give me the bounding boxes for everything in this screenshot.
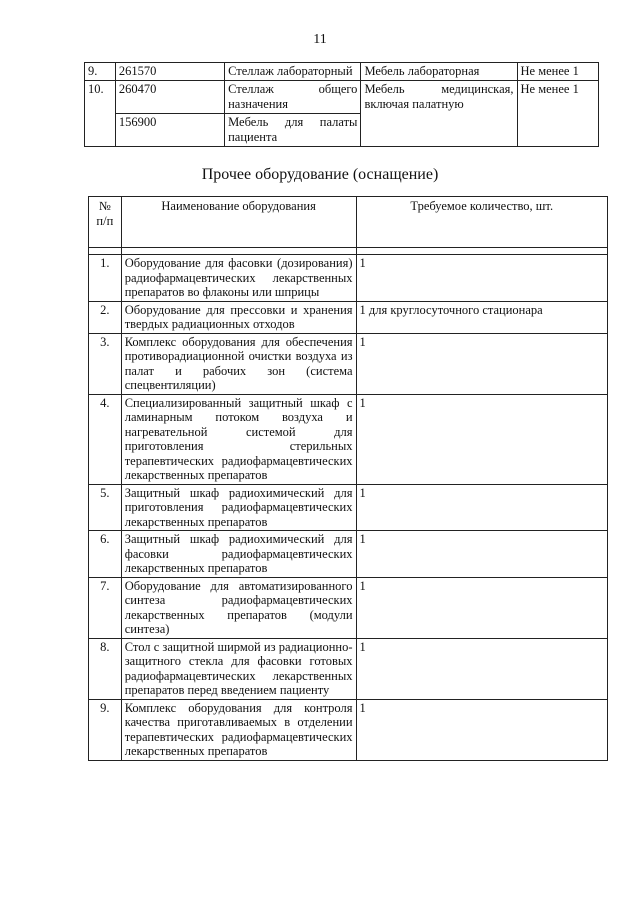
table-row: [89, 699, 608, 760]
table-row: [89, 531, 608, 578]
equipment-name: Защитный шкаф радиохимический для фасовки радиофармацевтических лекарственных препаратов: [121, 531, 356, 578]
equipment-name: Комплекс оборудования для обеспечения противорадиационной очистки воздуха из палат и рабочих зон (система спецвентиляции): [121, 333, 356, 394]
table-row: [89, 577, 608, 638]
table-row: [89, 255, 608, 302]
required-quantity: 1: [356, 577, 607, 638]
item-quantity: Не менее 1: [517, 63, 599, 81]
item-name: Стеллаж общего назначения: [225, 81, 361, 114]
table-row: [89, 333, 608, 394]
table-row: [85, 63, 599, 81]
gap-cell: [89, 248, 122, 255]
equipment-name: Защитный шкаф радиохимический для приготовления радиофармацевтических лекарственных препаратов: [121, 484, 356, 531]
row-number: 9.: [85, 63, 116, 81]
gap-cell: [356, 248, 607, 255]
continued-equipment-table: [84, 62, 599, 147]
table-header-row: [89, 197, 608, 248]
other-equipment-table: [88, 196, 608, 761]
equipment-name: Оборудование для фасовки (дозирования) радиофармацевтических лекарственных препаратов во флаконы или шприцы: [121, 255, 356, 302]
row-number: 10.: [85, 81, 116, 147]
nomenclature-code: 260470: [115, 81, 224, 114]
required-quantity: 1: [356, 531, 607, 578]
required-quantity: 1: [356, 333, 607, 394]
equipment-name: Специализированный защитный шкаф с ламинарным потоком воздуха и нагревательной системой для приготовления стерильных терапевтических радиофармацевтических лекарственных препаратов: [121, 394, 356, 484]
required-quantity: 1: [356, 484, 607, 531]
equipment-name: Стол с защитной ширмой из радиационно-защитного стекла для фасовки готовых радиофармацевтических лекарственных препаратов перед введением пациенту: [121, 638, 356, 699]
equipment-name: Оборудование для прессовки и хранения твердых радиационных отходов: [121, 301, 356, 333]
item-name: Мебель для палаты пациента: [225, 114, 361, 147]
row-number: 3.: [89, 333, 122, 394]
table-row: [89, 301, 608, 333]
header-gap-row: [89, 248, 608, 255]
item-quantity: Не менее 1: [517, 81, 599, 147]
item-name: Стеллаж лабораторный: [225, 63, 361, 81]
header-number: № п/п: [89, 197, 122, 248]
item-type: Мебель медицинская, включая палатную: [361, 81, 517, 147]
nomenclature-code: 261570: [115, 63, 224, 81]
nomenclature-code: 156900: [115, 114, 224, 147]
required-quantity: 1: [356, 699, 607, 760]
equipment-name: Комплекс оборудования для контроля качества приготавливаемых в отделении терапевтических радиофармацевтических лекарственных препаратов: [121, 699, 356, 760]
row-number: 8.: [89, 638, 122, 699]
section-title: Прочее оборудование (оснащение): [201, 166, 439, 183]
required-quantity: 1: [356, 255, 607, 302]
table-row: [89, 638, 608, 699]
row-number: 6.: [89, 531, 122, 578]
row-number: 4.: [89, 394, 122, 484]
required-quantity: 1: [356, 394, 607, 484]
equipment-name: Оборудование для автоматизированного синтеза радиофармацевтических лекарственных препаратов (модули синтеза): [121, 577, 356, 638]
table-row: [89, 484, 608, 531]
row-number: 2.: [89, 301, 122, 333]
row-number: 1.: [89, 255, 122, 302]
table-row: [85, 81, 599, 114]
page-number: 11: [313, 32, 327, 47]
required-quantity: 1 для круглосуточного стационара: [356, 301, 607, 333]
required-quantity: 1: [356, 638, 607, 699]
row-number: 9.: [89, 699, 122, 760]
gap-cell: [121, 248, 356, 255]
item-type: Мебель лабораторная: [361, 63, 517, 81]
table-row: [89, 394, 608, 484]
row-number: 5.: [89, 484, 122, 531]
row-number: 7.: [89, 577, 122, 638]
header-equipment-name: Наименование оборудования: [121, 197, 356, 248]
header-required-quantity: Требуемое количество, шт.: [356, 197, 607, 248]
